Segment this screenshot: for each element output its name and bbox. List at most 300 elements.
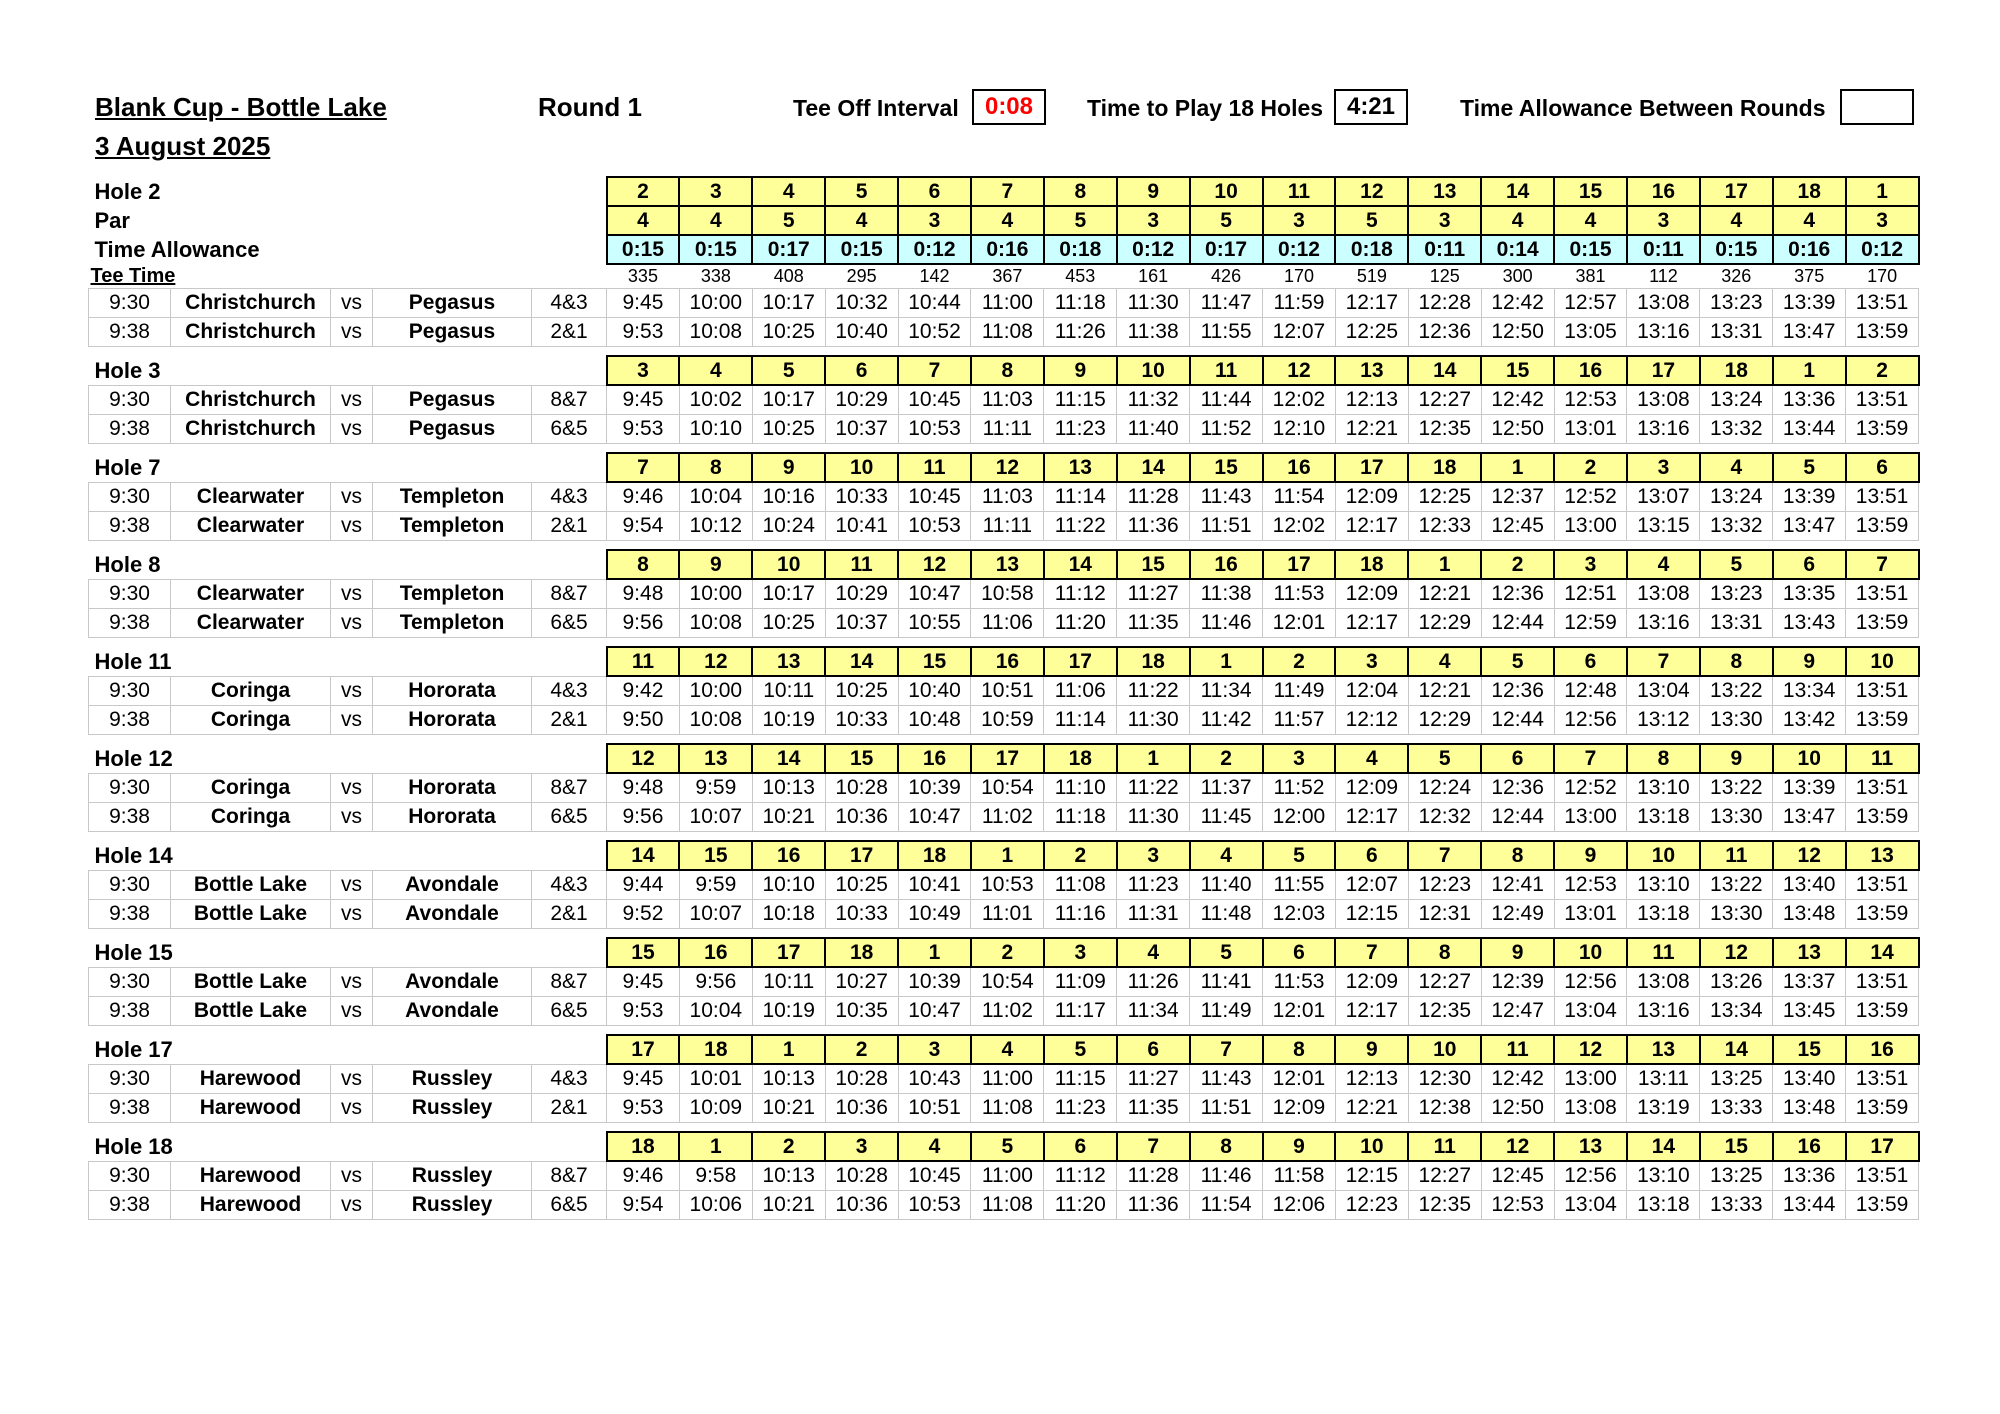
match-format: 6&5 xyxy=(532,996,607,1025)
hole-time: 10:45 xyxy=(898,1161,971,1190)
hole-time: 13:51 xyxy=(1846,773,1919,802)
match-row xyxy=(89,1161,1919,1190)
hole-time: 13:00 xyxy=(1554,1064,1627,1093)
hole-time: 13:01 xyxy=(1554,899,1627,928)
time-allowance-label-row xyxy=(89,235,1919,264)
hole-number: 5 xyxy=(1044,1035,1117,1064)
hole-number: 2 xyxy=(1846,356,1919,385)
hole-number: 12 xyxy=(898,550,971,579)
hole-number: 1 xyxy=(898,938,971,967)
hole-number: 6 xyxy=(1481,744,1554,773)
par-value: 4 xyxy=(971,206,1044,235)
time-allowance-value: 0:15 xyxy=(1700,235,1773,264)
par-value: 4 xyxy=(607,206,680,235)
hole-time: 10:10 xyxy=(679,414,752,443)
time-to-play-label: Time to Play 18 Holes xyxy=(1087,95,1324,121)
versus: vs xyxy=(331,317,373,346)
team-two: Hororata xyxy=(373,802,532,831)
time-to-play-value[interactable]: 4:21 xyxy=(1334,89,1408,125)
hole-time: 11:01 xyxy=(971,899,1044,928)
hole-number: 8 xyxy=(607,550,680,579)
par-value: 3 xyxy=(1117,206,1190,235)
versus: vs xyxy=(331,1064,373,1093)
time-allowance-value: 0:16 xyxy=(1773,235,1846,264)
hole-number: 18 xyxy=(1700,356,1773,385)
hole-number: 13 xyxy=(1773,938,1846,967)
hole-time: 13:24 xyxy=(1700,385,1773,414)
hole-time: 12:27 xyxy=(1408,967,1481,996)
hole-time: 13:08 xyxy=(1627,579,1700,608)
match-format: 6&5 xyxy=(532,802,607,831)
time-allowance-value: 0:15 xyxy=(607,235,680,264)
hole-number: 8 xyxy=(1627,744,1700,773)
spacer-row xyxy=(89,443,1919,453)
par-value: 4 xyxy=(825,206,898,235)
hole-time: 9:48 xyxy=(607,773,680,802)
hole-number: 1 xyxy=(679,1132,752,1161)
hole-time: 10:19 xyxy=(752,705,825,734)
hole-time: 13:16 xyxy=(1627,317,1700,346)
hole-time: 12:02 xyxy=(1263,511,1336,540)
par-value: 4 xyxy=(1700,206,1773,235)
hole-time: 10:43 xyxy=(898,1064,971,1093)
hole-time: 10:33 xyxy=(825,705,898,734)
hole-number: 8 xyxy=(1481,841,1554,870)
hole-number: 11 xyxy=(1263,177,1336,206)
hole-number: 18 xyxy=(1335,550,1408,579)
hole-number: 6 xyxy=(1263,938,1336,967)
hole-number: 2 xyxy=(752,1132,825,1161)
time-allowance-between-rounds-value[interactable] xyxy=(1840,89,1914,125)
team-one: Clearwater xyxy=(171,608,331,637)
hole-time: 12:15 xyxy=(1335,1161,1408,1190)
hole-time: 11:26 xyxy=(1117,967,1190,996)
hole-time: 10:36 xyxy=(825,802,898,831)
hole-time: 11:16 xyxy=(1044,899,1117,928)
hole-number: 8 xyxy=(971,356,1044,385)
hole-time: 13:16 xyxy=(1627,608,1700,637)
par-value: 3 xyxy=(1408,206,1481,235)
hole-time: 12:17 xyxy=(1335,802,1408,831)
hole-number: 11 xyxy=(1627,938,1700,967)
versus: vs xyxy=(331,482,373,511)
hole-time: 12:09 xyxy=(1335,773,1408,802)
hole-time: 11:55 xyxy=(1263,870,1336,899)
hole-time: 13:59 xyxy=(1846,414,1919,443)
hole-time: 11:40 xyxy=(1117,414,1190,443)
hole-time: 13:45 xyxy=(1773,996,1846,1025)
hole-number: 8 xyxy=(1044,177,1117,206)
hole-number: 9 xyxy=(1335,1035,1408,1064)
tee-off-interval-value[interactable]: 0:08 xyxy=(972,89,1046,125)
hole-time: 12:39 xyxy=(1481,967,1554,996)
hole-time: 13:51 xyxy=(1846,676,1919,705)
hole-time: 11:58 xyxy=(1263,1161,1336,1190)
hole-time: 12:31 xyxy=(1408,899,1481,928)
hole-distance: 112 xyxy=(1649,266,1678,287)
hole-number: 16 xyxy=(752,841,825,870)
hole-number: 12 xyxy=(1481,1132,1554,1161)
hole-time: 13:18 xyxy=(1627,802,1700,831)
hole-time: 12:35 xyxy=(1408,1190,1481,1219)
team-one: Christchurch xyxy=(171,317,331,346)
match-format: 2&1 xyxy=(532,511,607,540)
hole-time: 10:10 xyxy=(752,870,825,899)
match-format: 4&3 xyxy=(532,482,607,511)
hole-number: 15 xyxy=(1481,356,1554,385)
hole-number: 4 xyxy=(1700,453,1773,482)
hole-time: 9:53 xyxy=(607,996,680,1025)
hole-number: 10 xyxy=(1846,647,1919,676)
hole-number: 10 xyxy=(1627,841,1700,870)
hole-time: 13:33 xyxy=(1700,1093,1773,1122)
hole-time: 13:04 xyxy=(1627,676,1700,705)
hole-number: 12 xyxy=(1700,938,1773,967)
hole-number: 3 xyxy=(1044,938,1117,967)
hole-time: 11:47 xyxy=(1190,288,1263,317)
hole-number: 1 xyxy=(1408,550,1481,579)
time-allowance-value: 0:12 xyxy=(1263,235,1336,264)
group-hole-label-row xyxy=(89,1132,1919,1161)
hole-time: 11:54 xyxy=(1263,482,1336,511)
hole-time: 12:45 xyxy=(1481,511,1554,540)
hole-time: 13:16 xyxy=(1627,996,1700,1025)
hole-time: 13:48 xyxy=(1773,899,1846,928)
hole-time: 13:22 xyxy=(1700,870,1773,899)
hole-time: 13:31 xyxy=(1700,317,1773,346)
hole-number: 13 xyxy=(971,550,1044,579)
team-one: Coringa xyxy=(171,773,331,802)
hole-time: 13:00 xyxy=(1554,802,1627,831)
hole-number: 17 xyxy=(1627,356,1700,385)
hole-number: 14 xyxy=(752,744,825,773)
hole-time: 13:10 xyxy=(1627,870,1700,899)
hole-time: 11:45 xyxy=(1190,802,1263,831)
tee-off-time: 9:38 xyxy=(89,414,171,443)
hole-time: 11:23 xyxy=(1044,1093,1117,1122)
hole-time: 12:27 xyxy=(1408,1161,1481,1190)
match-row xyxy=(89,511,1919,540)
hole-time: 11:02 xyxy=(971,996,1044,1025)
hole-time: 10:28 xyxy=(825,1161,898,1190)
hole-time: 12:53 xyxy=(1554,870,1627,899)
hole-time: 9:45 xyxy=(607,288,680,317)
spacer-row xyxy=(89,1122,1919,1132)
hole-time: 13:48 xyxy=(1773,1093,1846,1122)
match-format: 2&1 xyxy=(532,705,607,734)
hole-number: 13 xyxy=(752,647,825,676)
hole-number: 16 xyxy=(1190,550,1263,579)
group-hole-label: Hole 11 xyxy=(94,648,172,674)
hole-number: 3 xyxy=(825,1132,898,1161)
hole-time: 12:25 xyxy=(1408,482,1481,511)
hole-number: 13 xyxy=(1408,177,1481,206)
hole-time: 12:13 xyxy=(1335,385,1408,414)
hole-time: 12:57 xyxy=(1554,288,1627,317)
hole-number: 15 xyxy=(1554,177,1627,206)
hole-number: 9 xyxy=(1117,177,1190,206)
hole-number: 10 xyxy=(825,453,898,482)
spacer-row xyxy=(89,831,1919,841)
hole-time: 10:54 xyxy=(971,967,1044,996)
hole-time: 11:08 xyxy=(1044,870,1117,899)
hole-time: 11:54 xyxy=(1190,1190,1263,1219)
hole-number: 4 xyxy=(679,356,752,385)
team-one: Coringa xyxy=(171,802,331,831)
hole-time: 13:08 xyxy=(1627,385,1700,414)
hole-time: 12:09 xyxy=(1335,967,1408,996)
hole-number: 2 xyxy=(825,1035,898,1064)
hole-time: 10:00 xyxy=(679,579,752,608)
hole-time: 11:36 xyxy=(1117,1190,1190,1219)
hole-time: 10:54 xyxy=(971,773,1044,802)
hole-number: 5 xyxy=(1190,938,1263,967)
hole-time: 12:29 xyxy=(1408,608,1481,637)
hole-number: 4 xyxy=(1627,550,1700,579)
match-row xyxy=(89,608,1919,637)
hole-time: 13:44 xyxy=(1773,414,1846,443)
hole-time: 10:41 xyxy=(898,870,971,899)
hole-time: 13:24 xyxy=(1700,482,1773,511)
hole-time: 12:24 xyxy=(1408,773,1481,802)
hole-time: 10:08 xyxy=(679,608,752,637)
team-one: Bottle Lake xyxy=(171,996,331,1025)
hole-time: 13:11 xyxy=(1627,1064,1700,1093)
hole-time: 11:37 xyxy=(1190,773,1263,802)
match-format: 2&1 xyxy=(532,899,607,928)
hole-number: 6 xyxy=(825,356,898,385)
time-allowance-value: 0:12 xyxy=(898,235,971,264)
team-one: Harewood xyxy=(171,1190,331,1219)
team-one: Christchurch xyxy=(171,288,331,317)
hole-time: 12:09 xyxy=(1263,1093,1336,1122)
hole-time: 11:11 xyxy=(971,511,1044,540)
match-format: 4&3 xyxy=(532,288,607,317)
match-format: 2&1 xyxy=(532,1093,607,1122)
hole-number: 3 xyxy=(1627,453,1700,482)
hole-time: 12:17 xyxy=(1335,608,1408,637)
hole-time: 13:59 xyxy=(1846,802,1919,831)
hole-time: 11:30 xyxy=(1117,288,1190,317)
versus: vs xyxy=(331,608,373,637)
hole-time: 13:08 xyxy=(1627,288,1700,317)
hole-time: 9:42 xyxy=(607,676,680,705)
team-two: Russley xyxy=(373,1064,532,1093)
hole-time: 11:00 xyxy=(971,288,1044,317)
hole-time: 12:36 xyxy=(1481,579,1554,608)
hole-distance: 335 xyxy=(627,266,658,287)
hole-number: 17 xyxy=(607,1035,680,1064)
hole-time: 13:30 xyxy=(1700,802,1773,831)
hole-number: 10 xyxy=(1117,356,1190,385)
hole-number: 12 xyxy=(1263,356,1336,385)
hole-number: 9 xyxy=(1773,647,1846,676)
hole-number: 10 xyxy=(1408,1035,1481,1064)
hole-distance: 300 xyxy=(1502,266,1533,287)
match-format: 4&3 xyxy=(532,870,607,899)
hole-time: 9:59 xyxy=(679,870,752,899)
team-two: Russley xyxy=(373,1161,532,1190)
hole-number: 18 xyxy=(1773,177,1846,206)
versus: vs xyxy=(331,899,373,928)
hole-number: 18 xyxy=(825,938,898,967)
hole-time: 11:11 xyxy=(971,414,1044,443)
hole-time: 11:00 xyxy=(971,1064,1044,1093)
hole-time: 13:51 xyxy=(1846,579,1919,608)
hole-time: 11:31 xyxy=(1117,899,1190,928)
hole-number: 2 xyxy=(1190,744,1263,773)
time-allowance-value: 0:11 xyxy=(1408,235,1481,264)
match-format: 8&7 xyxy=(532,967,607,996)
time-allowance-value: 0:18 xyxy=(1044,235,1117,264)
hole-time: 11:15 xyxy=(1044,385,1117,414)
hole-time: 11:03 xyxy=(971,482,1044,511)
hole-number: 13 xyxy=(1044,453,1117,482)
hole-time: 12:48 xyxy=(1554,676,1627,705)
hole-number: 3 xyxy=(679,177,752,206)
hole-number: 5 xyxy=(752,356,825,385)
hole-time: 11:55 xyxy=(1190,317,1263,346)
match-row xyxy=(89,676,1919,705)
team-two: Pegasus xyxy=(373,385,532,414)
hole-time: 10:13 xyxy=(752,1064,825,1093)
match-format: 6&5 xyxy=(532,608,607,637)
hole-time: 12:44 xyxy=(1481,608,1554,637)
hole-time: 9:54 xyxy=(607,1190,680,1219)
hole-number: 18 xyxy=(679,1035,752,1064)
hole-time: 13:36 xyxy=(1773,1161,1846,1190)
team-one: Coringa xyxy=(171,676,331,705)
tee-off-time: 9:30 xyxy=(89,1161,171,1190)
hole-number: 14 xyxy=(607,841,680,870)
hole-time: 12:35 xyxy=(1408,996,1481,1025)
par-value: 5 xyxy=(1335,206,1408,235)
par-value: 4 xyxy=(1481,206,1554,235)
versus: vs xyxy=(331,1161,373,1190)
hole-time: 11:26 xyxy=(1044,317,1117,346)
hole-time: 11:51 xyxy=(1190,1093,1263,1122)
match-format: 8&7 xyxy=(532,385,607,414)
hole-number: 6 xyxy=(1117,1035,1190,1064)
hole-time: 11:12 xyxy=(1044,1161,1117,1190)
tee-off-time: 9:30 xyxy=(89,288,171,317)
time-allowance-between-rounds-label: Time Allowance Between Rounds xyxy=(1460,95,1826,121)
hole-time: 13:18 xyxy=(1627,899,1700,928)
group-hole-label-row xyxy=(89,938,1919,967)
hole-distance: 295 xyxy=(846,266,877,287)
hole-time: 11:18 xyxy=(1044,802,1117,831)
tee-off-time: 9:30 xyxy=(89,385,171,414)
hole-distance: 161 xyxy=(1138,266,1169,287)
hole-time: 12:06 xyxy=(1263,1190,1336,1219)
hole-time: 12:07 xyxy=(1335,870,1408,899)
hole-time: 13:51 xyxy=(1846,967,1919,996)
hole-number: 11 xyxy=(1481,1035,1554,1064)
hole-time: 11:46 xyxy=(1190,608,1263,637)
hole-number: 2 xyxy=(607,177,680,206)
hole-time: 10:41 xyxy=(825,511,898,540)
hole-time: 13:59 xyxy=(1846,996,1919,1025)
hole-time: 10:18 xyxy=(752,899,825,928)
hole-number: 7 xyxy=(1627,647,1700,676)
hole-number: 15 xyxy=(1190,453,1263,482)
hole-number: 12 xyxy=(971,453,1044,482)
hole-time: 9:56 xyxy=(607,608,680,637)
hole-time: 11:20 xyxy=(1044,608,1117,637)
hole-time: 13:15 xyxy=(1627,511,1700,540)
hole-time: 12:17 xyxy=(1335,511,1408,540)
team-two: Hororata xyxy=(373,773,532,802)
hole-number: 9 xyxy=(1044,356,1117,385)
hole-time: 13:59 xyxy=(1846,1190,1919,1219)
time-allowance-value: 0:12 xyxy=(1846,235,1919,264)
hole-time: 11:23 xyxy=(1117,870,1190,899)
hole-time: 13:40 xyxy=(1773,1064,1846,1093)
hole-number: 8 xyxy=(679,453,752,482)
hole-number: 1 xyxy=(1190,647,1263,676)
hole-time: 11:52 xyxy=(1263,773,1336,802)
hole-time: 13:47 xyxy=(1773,317,1846,346)
team-two: Russley xyxy=(373,1190,532,1219)
hole-number: 3 xyxy=(898,1035,971,1064)
time-allowance-value: 0:14 xyxy=(1481,235,1554,264)
hole-number: 16 xyxy=(971,647,1044,676)
hole-number: 6 xyxy=(898,177,971,206)
match-format: 4&3 xyxy=(532,676,607,705)
hole-time: 11:52 xyxy=(1190,414,1263,443)
team-two: Avondale xyxy=(373,996,532,1025)
hole-time: 10:11 xyxy=(752,967,825,996)
hole-time: 13:51 xyxy=(1846,288,1919,317)
hole-time: 11:49 xyxy=(1263,676,1336,705)
hole-time: 12:01 xyxy=(1263,608,1336,637)
match-row xyxy=(89,385,1919,414)
hole-time: 11:34 xyxy=(1190,676,1263,705)
hole-time: 12:17 xyxy=(1335,996,1408,1025)
hole-time: 10:59 xyxy=(971,705,1044,734)
par-label-row xyxy=(89,206,1919,235)
versus: vs xyxy=(331,676,373,705)
hole-number: 13 xyxy=(1846,841,1919,870)
hole-time: 12:00 xyxy=(1263,802,1336,831)
hole-number: 15 xyxy=(1773,1035,1846,1064)
hole-time: 10:11 xyxy=(752,676,825,705)
hole-time: 10:37 xyxy=(825,608,898,637)
hole-number: 14 xyxy=(1627,1132,1700,1161)
hole-time: 13:34 xyxy=(1700,996,1773,1025)
hole-time: 12:42 xyxy=(1481,385,1554,414)
team-one: Clearwater xyxy=(171,482,331,511)
time-allowance-value: 0:12 xyxy=(1117,235,1190,264)
hole-number: 14 xyxy=(1117,453,1190,482)
hole-number: 17 xyxy=(752,938,825,967)
team-two: Avondale xyxy=(373,870,532,899)
hole-time: 10:09 xyxy=(679,1093,752,1122)
hole-time: 12:01 xyxy=(1263,996,1336,1025)
hole-time: 10:25 xyxy=(825,676,898,705)
tee-off-time: 9:30 xyxy=(89,482,171,511)
hole-time: 9:56 xyxy=(607,802,680,831)
hole-number: 9 xyxy=(1481,938,1554,967)
hole-distance: 381 xyxy=(1575,266,1606,287)
versus: vs xyxy=(331,385,373,414)
hole-time: 13:37 xyxy=(1773,967,1846,996)
hole-time: 10:36 xyxy=(825,1190,898,1219)
tee-time-row xyxy=(89,264,1919,288)
hole-number: 6 xyxy=(1846,453,1919,482)
hole-time: 13:51 xyxy=(1846,1161,1919,1190)
hole-time: 12:52 xyxy=(1554,482,1627,511)
